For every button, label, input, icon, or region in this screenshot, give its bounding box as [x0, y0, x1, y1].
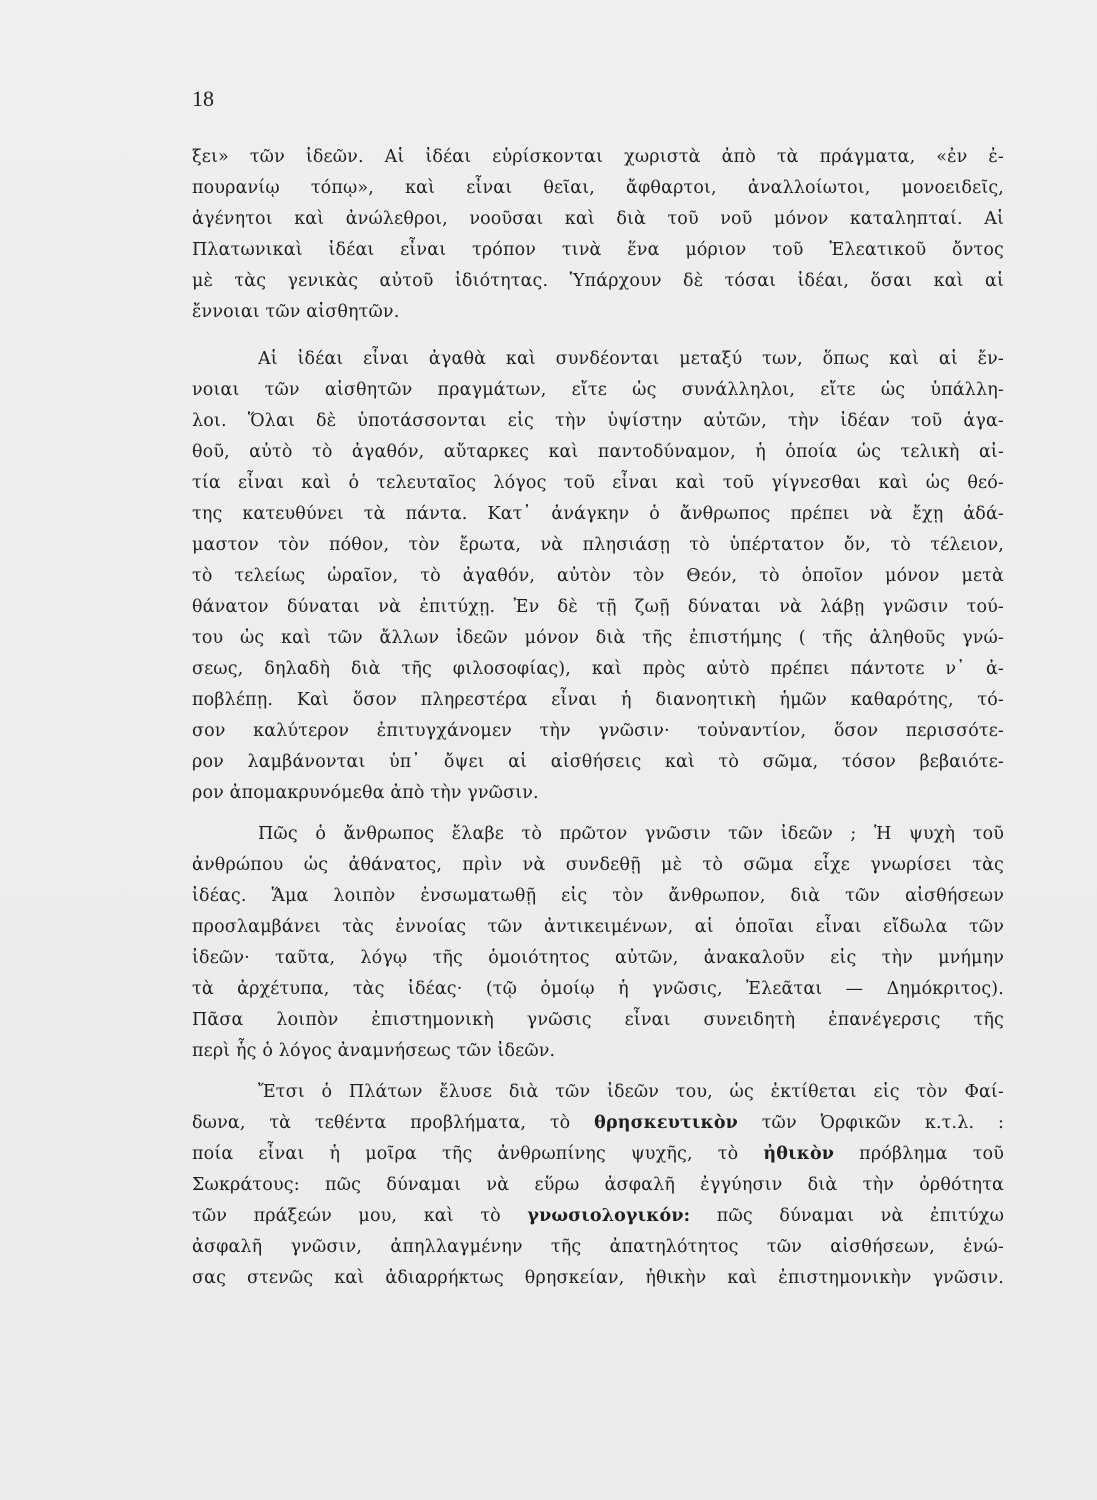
page-number: 18: [192, 86, 214, 111]
text-line: [192, 1139, 1004, 1169]
text-segment: ποία εἶναι ἡ μοῖρα τῆς ἀνθρωπίνης ψυχῆς, τὸ: [192, 1144, 764, 1164]
text-line: σον καλύτερον ἐπιτυγχάνομεν τὴν γνῶσιν· τοὐναντίον, ὅσον περισσότε-: [192, 721, 1004, 741]
text-line: μαστον τὸν πόθον, τὸν ἔρωτα, νὰ πλησιάσῃ τὸ ὑπέρτατον ὄν, τὸ τέλειον,: [192, 535, 1004, 555]
text-line: της κατευθύνει τὰ πάντα. Κατ᾽ ἀνάγκην ὁ ἄνθρωπος πρέπει νὰ ἔχῃ ἀδά-: [192, 504, 1004, 524]
text-line: Πῶς ὁ ἄνθρωπος ἔλαβε τὸ πρῶτον γνῶσιν τῶν ἰδεῶν ; Ἡ ψυχὴ τοῦ: [258, 824, 1004, 844]
text-line: τὸ τελείως ὡραῖον, τὸ ἀγαθόν, αὐτὸν τὸν Θεόν, τὸ ὁποῖον μόνον μετὰ: [192, 566, 1004, 586]
text-line: ρον ἀπομακρυνόμεθα ἀπὸ τὴν γνῶσιν.: [192, 783, 539, 803]
text-line: ἰδεῶν· ταῦτα, λόγῳ τῆς ὁμοιότητος αὐτῶν, ἀνακαλοῦν εἰς τὴν μνήμην: [192, 948, 1004, 968]
text-segment: τῶν πράξεών μου, καὶ τὸ: [192, 1206, 528, 1226]
text-line: Ἔτσι ὁ Πλάτων ἔλυσε διὰ τῶν ἰδεῶν του, ὡς ἐκτίθεται εἰς τὸν Φαί-: [258, 1082, 1004, 1102]
text-line: σας στενῶς καὶ ἀδιαρρήκτως θρησκείαν, ἠθικὴν καὶ ἐπιστημονικὴν γνῶσιν.: [192, 1268, 1004, 1288]
text-line: νοιαι τῶν αἰσθητῶν πραγμάτων, εἴτε ὡς συνάλληλοι, εἴτε ὡς ὑπάλλη-: [192, 380, 1004, 400]
text-line: ἀνθρώπου ὡς ἀθάνατος, πρὶν νὰ συνδεθῇ μὲ τὸ σῶμα εἶχε γνωρίσει τὰς: [192, 855, 1004, 875]
text-line: του ὡς καὶ τῶν ἄλλων ἰδεῶν μόνον διὰ τῆς ἐπιστήμης ( τῆς ἀληθοῦς γνώ-: [192, 628, 1004, 648]
text-line: θοῦ, αὐτὸ τὸ ἀγαθόν, αὔταρκες καὶ παντοδύναμον, ἡ ὁποία ὡς τελικὴ αἰ-: [192, 442, 1004, 462]
text-line: ἰδέας. Ἅμα λοιπὸν ἐνσωματωθῇ εἰς τὸν ἄνθρωπον, διὰ τῶν αἰσθήσεων: [192, 886, 1004, 906]
text-line: λοι. Ὅλαι δὲ ὑποτάσσονται εἰς τὴν ὑψίστην αὐτῶν, τὴν ἰδέαν τοῦ ἀγα-: [192, 411, 1004, 431]
bold-term: γνωσιολογικόν:: [527, 1206, 691, 1226]
text-segment: πρόβλημα τοῦ: [834, 1144, 1004, 1164]
text-line: τία εἶναι καὶ ὁ τελευταῖος λόγος τοῦ εἶναι καὶ τοῦ γίγνεσθαι καὶ ὡς θεό-: [192, 473, 1004, 493]
text-segment: τῶν Ὀρφικῶν κ.τ.λ. :: [737, 1113, 1004, 1133]
bold-term: θρησκευτικὸν: [594, 1113, 738, 1133]
text-line: περὶ ἧς ὁ λόγος ἀναμνήσεως τῶν ἰδεῶν.: [192, 1041, 556, 1061]
bold-term: ἠθικὸν: [763, 1144, 835, 1164]
text-line: ἀσφαλῆ γνῶσιν, ἀπηλλαγμένην τῆς ἀπατηλότητος τῶν αἰσθήσεων, ἑνώ-: [192, 1237, 1004, 1257]
text-line: Πλατωνικαὶ ἰδέαι εἶναι τρόπον τινὰ ἕνα μόριον τοῦ Ἐλεατικοῦ ὄντος: [192, 240, 1004, 260]
text-line: Πᾶσα λοιπὸν ἐπιστημονικὴ γνῶσις εἶναι συνειδητὴ ἐπανέγερσις τῆς: [192, 1010, 1004, 1030]
text-line: προσλαμβάνει τὰς ἐννοίας τῶν ἀντικειμένων, αἱ ὁποῖαι εἶναι εἴδωλα τῶν: [192, 917, 1004, 937]
text-segment: πῶς δύναμαι νὰ ἐπιτύχω: [690, 1206, 1004, 1226]
text-line: πουρανίῳ τόπῳ», καὶ εἶναι θεῖαι, ἄφθαρτοι, ἀναλλοίωτοι, μονοειδεῖς,: [192, 178, 1004, 198]
text-line: ἀγένητοι καὶ ἀνώλεθροι, νοοῦσαι καὶ διὰ τοῦ νοῦ μόνον καταληπταί. Αἱ: [192, 209, 1004, 229]
text-line: ξει» τῶν ἰδεῶν. Αἱ ἰδέαι εὑρίσκονται χωριστὰ ἀπὸ τὰ πράγματα, «ἐν ἐ-: [192, 147, 1004, 167]
text-line: ἔννοιαι τῶν αἰσθητῶν.: [192, 302, 400, 322]
text-line: Αἱ ἰδέαι εἶναι ἀγαθὰ καὶ συνδέονται μεταξύ των, ὅπως καὶ αἱ ἔν-: [258, 349, 1004, 369]
text-line: μὲ τὰς γενικὰς αὐτοῦ ἰδιότητας. Ὑπάρχουν δὲ τόσαι ἰδέαι, ὅσαι καὶ αἱ: [192, 271, 1004, 291]
text-line: τὰ ἀρχέτυπα, τὰς ἰδέας· (τῷ ὁμοίῳ ἡ γνῶσις, Ἐλεᾶται — Δημόκριτος).: [192, 979, 1004, 999]
text-line: θάνατον δύναται νὰ ἐπιτύχῃ. Ἐν δὲ τῇ ζωῇ δύναται νὰ λάβῃ γνῶσιν τού-: [192, 597, 1004, 617]
text-line: ποβλέπῃ. Καὶ ὅσον πληρεστέρα εἶναι ἡ διανοητικὴ ἡμῶν καθαρότης, τό-: [192, 690, 1004, 710]
text-line: Σωκράτους: πῶς δύναμαι νὰ εὕρω ἀσφαλῆ ἐγγύησιν διὰ τὴν ὀρθότητα: [192, 1175, 1004, 1195]
text-line: σεως, δηλαδὴ διὰ τῆς φιλοσοφίας), καὶ πρὸς αὐτὸ πρέπει πάντοτε ν᾽ ἀ-: [192, 659, 1004, 679]
text-segment: δωνα, τὰ τεθέντα προβλήματα, τὸ: [192, 1113, 595, 1133]
text-line: [192, 1201, 1004, 1231]
text-line: [192, 1108, 1004, 1138]
text-line: ρον λαμβάνονται ὑπ᾽ ὄψει αἱ αἰσθήσεις καὶ τὸ σῶμα, τόσον βεβαιότε-: [192, 752, 1004, 772]
